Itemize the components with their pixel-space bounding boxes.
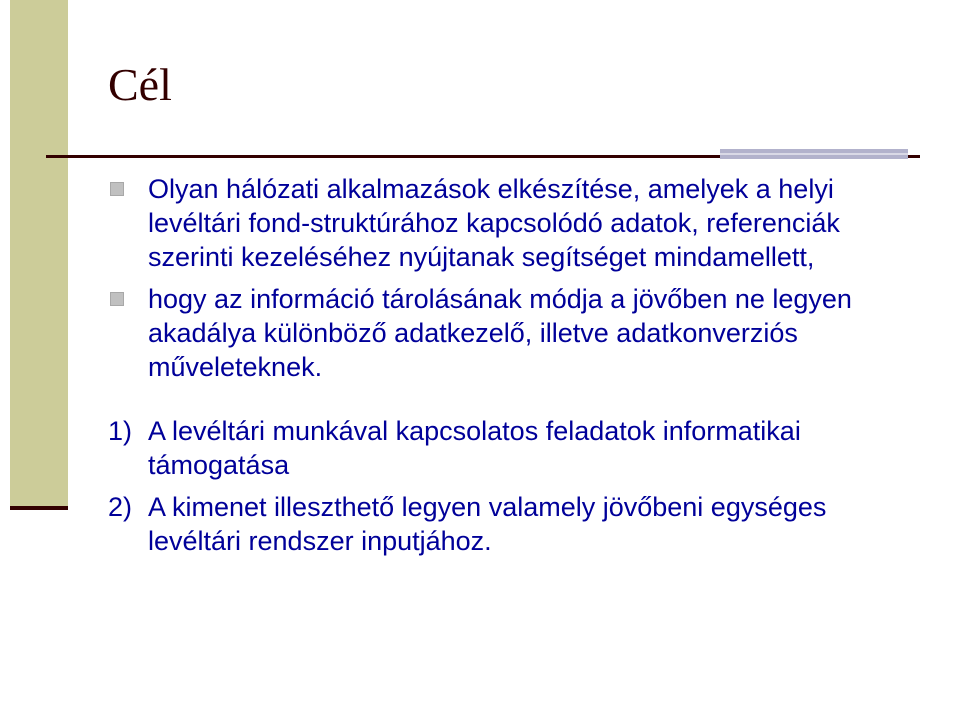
- bullet-item: [108, 282, 888, 384]
- item-text: A levéltári munkával kapcsolatos feladatok informatikai támogatása: [148, 416, 801, 480]
- item-text: A kimenet illeszthető legyen valamely jövőbeni egységes levéltári rendszer inputjához.: [148, 492, 827, 556]
- numbered-item: [108, 414, 888, 482]
- title-divider-accent: [720, 149, 908, 159]
- numbered-item: [108, 490, 888, 558]
- item-number: 1): [108, 416, 133, 446]
- square-bullet-icon: [110, 292, 124, 306]
- bullet-text: hogy az információ tárolásának módja a jövőben ne legyen akadálya különböző adatkezelő, illetve adatkonverziós műveleteknek.: [148, 284, 852, 382]
- side-accent-bar: [10, 0, 68, 508]
- square-bullet-icon: [110, 182, 124, 196]
- bullet-text: Olyan hálózati alkalmazások elkészítése, amelyek a helyi levéltári fond-struktúrához kapcsolódó adatok, referenciák szerinti kezeléséhez nyújtanak segítséget mindamellett,: [148, 174, 840, 272]
- slide-content: [108, 172, 908, 566]
- bullet-item: [108, 172, 888, 274]
- side-accent-underline: [10, 506, 68, 510]
- item-number: 2): [108, 492, 133, 522]
- slide-title: Cél: [108, 59, 172, 110]
